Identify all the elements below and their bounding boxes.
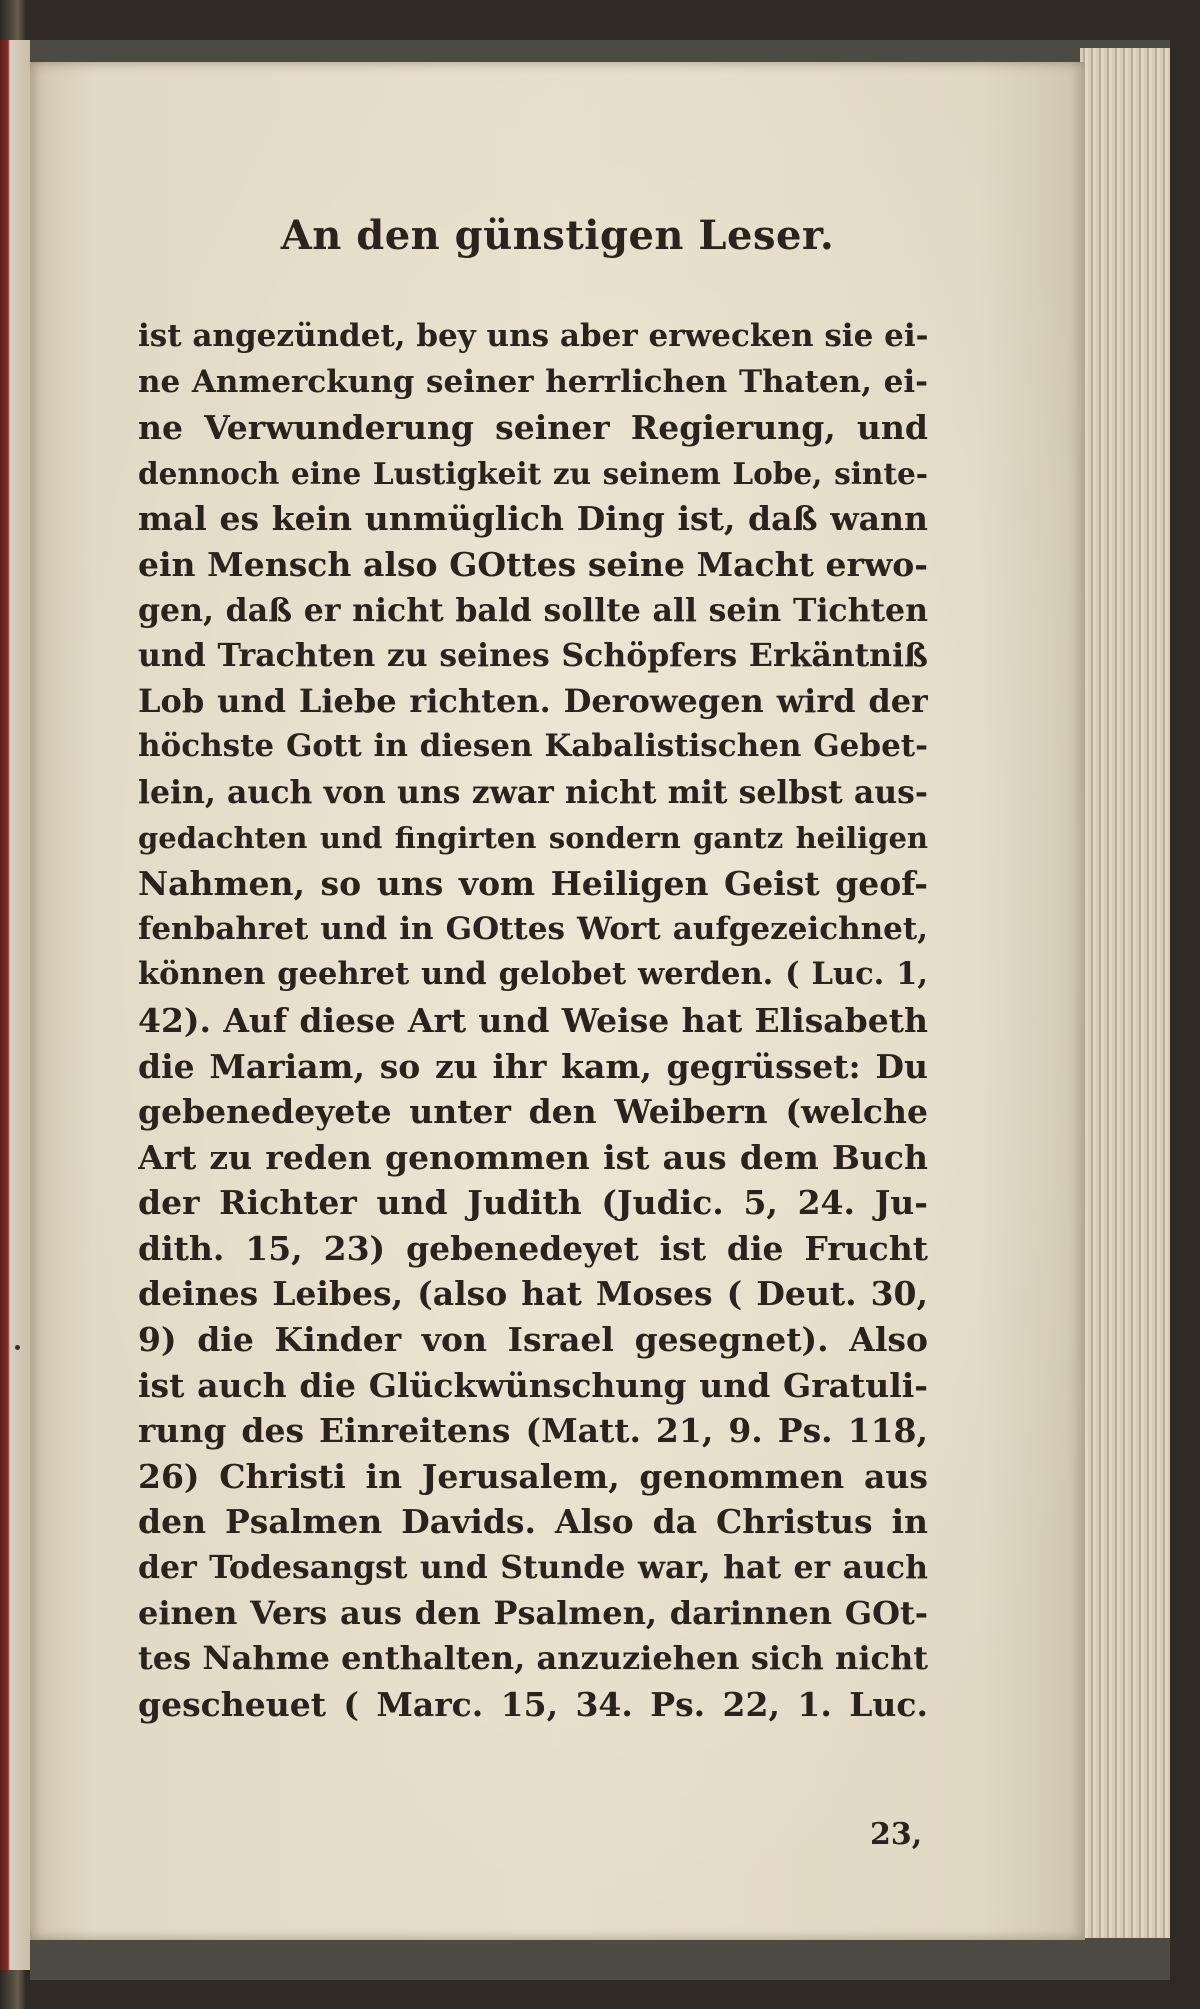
text-line: ein Mensch also GOttes seine Macht erwo- — [138, 544, 928, 584]
text-line: einen Vers aus den Psalmen, darinnen GOt- — [138, 1593, 928, 1632]
text-line: rung des Einreitens (Matt. 21, 9. Ps. 118, — [138, 1411, 928, 1451]
text-line: deines Leibes, (also hat Moses ( Deut. 30, — [138, 1274, 928, 1314]
text-line: höchste Gott in diesen Kabalistischen Gebet- — [138, 728, 928, 765]
text-line: ist angezündet, bey uns aber erwecken sie ei- — [138, 318, 928, 354]
page-edges — [1080, 48, 1170, 1938]
text-line: der Richter und Judith (Judic. 5, 24. Ju- — [138, 1183, 928, 1223]
text-line: gebenedeyete unter den Weibern (welche — [138, 1092, 928, 1132]
text-line: der Todesangst und Stunde war, hat er auch — [138, 1549, 928, 1587]
book-page — [30, 62, 1085, 1940]
text-line: gedachten und fingirten sondern gantz heiligen — [138, 820, 928, 855]
text-line: fenbahret und in GOttes Wort aufgezeichnet, — [138, 910, 928, 947]
text-line: 9) die Kinder von Israel gesegnet). Also — [138, 1320, 928, 1360]
text-line: Art zu reden genommen ist aus dem Buch — [138, 1137, 928, 1177]
page-title: An den günstigen Leser. — [280, 212, 835, 259]
text-line: den Psalmen Davids. Also da Christus in — [138, 1502, 928, 1542]
text-line: 26) Christi in Jerusalem, genommen aus — [138, 1456, 928, 1496]
text-line: dennoch eine Lustigkeit zu seinem Lobe, sinte- — [138, 455, 928, 491]
text-line: mal es kein unmüglich Ding ist, daß wann — [138, 499, 928, 539]
text-line: können geehret und gelobet werden. ( Luc. 1, — [138, 956, 928, 993]
book-cover-edge — [0, 40, 30, 1970]
text-line: Lob und Liebe richten. Derowegen wird der — [138, 681, 928, 720]
text-line: 42). Auf diese Art und Weise hat Elisabeth — [138, 1000, 928, 1040]
text-line: ne Verwunderung seiner Regierung, und — [138, 408, 928, 448]
text-line: ist auch die Glückwünschung und Gratuli- — [138, 1365, 928, 1405]
text-line: tes Nahme enthalten, anzuziehen sich nicht — [138, 1639, 928, 1678]
text-line: ne Anmerckung seiner herrlichen Thaten, ei- — [138, 363, 928, 400]
body-text — [138, 314, 928, 1727]
text-line: und Trachten zu seines Schöpfers Erkäntniß — [138, 637, 928, 675]
catchword: 23, — [870, 1817, 923, 1852]
text-line: gescheuet ( Marc. 15, 34. Ps. 22, 1. Luc. — [138, 1684, 928, 1724]
text-line: die Mariam, so zu ihr kam, gegrüsset: Du — [138, 1046, 928, 1086]
text-line: gen, daß er nicht bald sollte all sein Tichten — [138, 591, 928, 629]
margin-mark — [15, 1345, 20, 1350]
text-line: dith. 15, 23) gebenedeyet ist die Frucht — [138, 1228, 928, 1268]
text-line: lein, auch von uns zwar nicht mit selbst aus- — [138, 773, 928, 811]
text-line: Nahmen, so uns vom Heiligen Geist geof- — [138, 864, 928, 904]
